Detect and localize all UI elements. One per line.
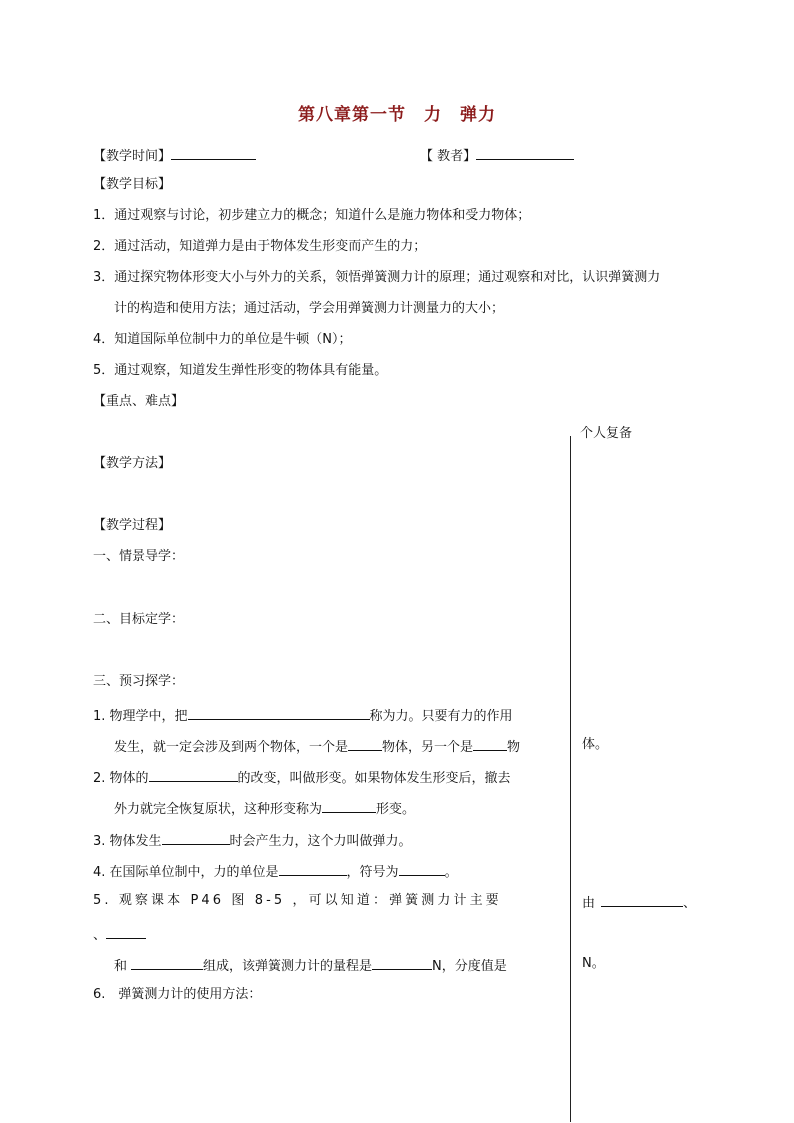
answer-blank[interactable] — [322, 798, 376, 813]
answer-blank[interactable] — [188, 705, 370, 720]
question-1-line-2: 发生，就一定会涉及到两个物体，一个是 物体，另一个是 物 — [114, 736, 520, 757]
objective-item: 4．知道国际单位制中力的单位是牛顿（N）； — [93, 332, 352, 347]
teaching-time-blank[interactable] — [171, 145, 256, 160]
side-continuation-2: 由 、 — [582, 892, 696, 913]
objective-item: 5．通过观察，知道发生弹性形变的物体具有能量。 — [93, 363, 388, 378]
page-title: 第八章第一节 力 弹力 — [298, 105, 496, 125]
answer-blank[interactable] — [106, 924, 146, 939]
question-5-line-3: 和 组成，该弹簧测力计的量程是 N，分度值是 — [114, 955, 507, 976]
objective-item: 3．通过探究物体形变大小与外力的关系，领悟弹簧测力计的原理；通过观察和对比，认识弹簧测力 — [93, 270, 661, 285]
answer-blank[interactable] — [162, 830, 230, 845]
column-divider — [570, 436, 571, 1122]
process-heading: 【教学过程】 — [93, 518, 172, 533]
answer-blank[interactable] — [348, 736, 382, 751]
teaching-time-label: 【教学时间】 — [93, 149, 172, 164]
teaching-time-line — [93, 145, 256, 166]
side-column-heading: 个人复备 — [580, 426, 633, 441]
objective-item: 1．通过观察与讨论，初步建立力的概念；知道什么是施力物体和受力物体； — [93, 208, 531, 223]
answer-blank[interactable] — [473, 736, 507, 751]
objectives-heading: 【教学目标】 — [93, 177, 172, 192]
side-continuation-3: N。 — [582, 956, 605, 971]
section-3: 三、预习探学： — [93, 674, 185, 689]
section-2: 二、目标定学： — [93, 612, 185, 627]
answer-blank[interactable] — [279, 861, 347, 876]
teacher-blank[interactable] — [476, 145, 574, 160]
method-heading: 【教学方法】 — [93, 456, 172, 471]
answer-blank[interactable] — [399, 861, 445, 876]
question-2-line-1: 2. 物体的 的改变，叫做形变。如果物体发生形变后，撤去 — [93, 767, 511, 788]
section-1: 一、情景导学： — [93, 549, 185, 564]
question-5-line-2: 、 — [93, 924, 146, 945]
objective-item: 计的构造和使用方法；通过活动，学会用弹簧测力计测量力的大小； — [114, 301, 505, 316]
question-6: 6. 弹簧测力计的使用方法： — [93, 987, 262, 1002]
answer-blank[interactable] — [131, 955, 203, 970]
answer-blank[interactable] — [372, 955, 432, 970]
teacher-line — [420, 145, 574, 166]
side-continuation-1: 体。 — [582, 737, 609, 752]
question-5-line-1: 5. 观察课本 P46 图 8-5 ，可以知道：弹簧测力计主要 — [93, 893, 502, 908]
teacher-label: 【 教者】 — [420, 149, 477, 164]
key-points-heading: 【重点、难点】 — [93, 394, 185, 409]
answer-blank[interactable] — [149, 767, 238, 782]
question-4: 4. 在国际单位制中，力的单位是 ，符号为 。 — [93, 861, 458, 882]
objective-item: 2．通过活动，知道弹力是由于物体发生形变而产生的力； — [93, 239, 427, 254]
answer-blank[interactable] — [601, 892, 683, 907]
question-1-line-1: 1. 物理学中，把 称为力。只要有力的作用 — [93, 705, 513, 726]
question-2-line-2: 外力就完全恢复原状，这种形变称为 形变。 — [114, 798, 415, 819]
question-3: 3. 物体发生 时会产生力，这个力叫做弹力。 — [93, 830, 412, 851]
